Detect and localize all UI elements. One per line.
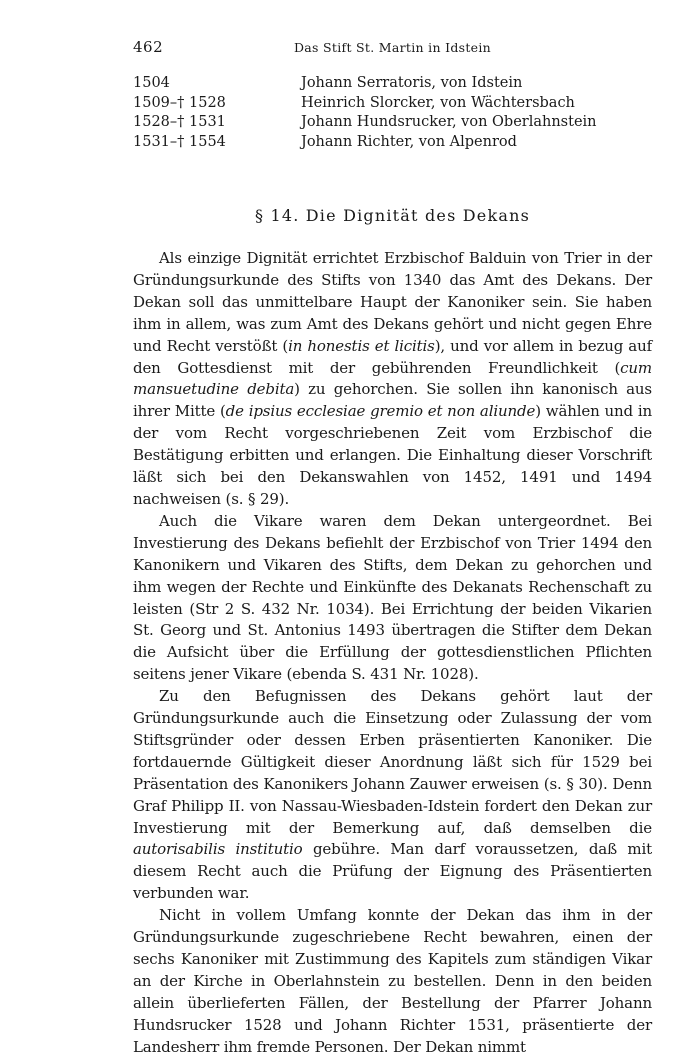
body-text	[133, 248, 652, 1059]
latin-quote: de ipsius ecclesiae gremio et non aliunde	[225, 402, 536, 421]
list-date: 1504	[133, 75, 170, 91]
text-run: Nicht in vollem Umfang konnte der Dekan das ihm in der Gründungsurkunde zugeschriebene Recht bewahren, einen der sechs Kanoniker mit Zustimmung des Kapitels zum ständigen Vikar an der Kirche in Oberlahnstein zu bestellen. Denn in den beiden allein überlieferten Fällen, der Bestellung der Pfarrer Johann Hundsrucker 1528 und Johann Richter 1531, präsentierte der Landesherr ihm fremde Personen. Der Dekan nimmt	[133, 906, 652, 1056]
list-name: Johann Richter, von Alpenrod	[301, 133, 517, 150]
list-date: 1528–† 1531	[133, 114, 226, 130]
paragraph	[133, 248, 652, 511]
text-run: gebühre. Man darf voraussetzen, daß mit diesem Recht auch die Prüfung der Eignung des Präsentierten verbunden war.	[133, 840, 652, 903]
list-name: Johann Serratoris, von Idstein	[301, 75, 523, 91]
text-run: Als einzige Dignität errichtet Erzbischof Balduin von Trier in der Gründungsurkunde des Stifts von 1340 das Amt des Dekans. Der Dekan soll das unmittelbare Haupt der Kanoniker sein. Sie haben ihm in allem, was zum Amt des Dekans gehört und nicht gegen Ehre und Recht verstößt (	[133, 249, 652, 355]
page-header	[133, 38, 652, 58]
latin-quote: in honestis et licitis	[288, 336, 435, 355]
latin-quote: autorisabilis institutio	[133, 840, 303, 859]
text-run: Zu den Befugnissen des Dekans gehört laut der Gründungsurkunde auch die Einsetzung oder Zulassung der vom Stiftsgründer oder dessen Erben präsentierten Kanoniker. Die fortdauernde Gültigkeit dieser Anordnung läßt sich für 1529 bei Präsentation des Kanonikers Johann Zauwer erweisen (s. § 30). Denn Graf Philipp II. von Nassau-Wiesbaden-Idstein fordert den Dekan zur Investierung mit der Bemerkung auf, daß demselben die	[133, 687, 652, 837]
text-run: ) zu gehorchen. Sie sollen ihn kanonisch aus ihrer Mitte (	[133, 380, 652, 421]
list-item	[133, 113, 652, 133]
list-name: Johann Hundsrucker, von Oberlahnstein	[301, 114, 597, 130]
list-name: Heinrich Slorcker, von Wächtersbach	[301, 94, 575, 111]
list-item	[133, 133, 652, 153]
paragraph	[133, 686, 652, 905]
section-heading: § 14. Die Dignität des Dekans	[254, 206, 531, 225]
text-run: ) wählen und in der vom Recht vorgeschriebenen Zeit vom Erzbischof die Bestätigung erbitten und erlangen. Die Einhaltung dieser Vorschrift läßt sich bei den Dekanswahlen von 1452, 1491 und 1494 nachweisen (s. § 29).	[133, 402, 652, 508]
list-item	[133, 74, 652, 94]
text-run: ), und vor allem in bezug auf den Gottesdienst mit der gebührenden Freundlichkeit (	[133, 336, 652, 377]
paragraph	[133, 511, 652, 686]
paragraph	[133, 905, 652, 1058]
latin-quote: cum mansuetudine debita	[133, 358, 652, 399]
provost-list	[133, 74, 652, 152]
list-date: 1509–† 1528	[133, 94, 226, 111]
list-item	[133, 94, 652, 114]
page-number: 462	[133, 38, 164, 56]
text-run: Auch die Vikare waren dem Dekan untergeordnet. Bei Investierung des Dekans befiehlt der Erzbischof von Trier 1494 den Kanonikern und Vikaren des Stifts, dem Dekan zu gehorchen und ihm wegen der Rechte und Einkünfte des Dekanats Rechenschaft zu leisten (Str 2 S. 432 Nr. 1034). Bei Errichtung der beiden Vikarien St. Georg und St. Antonius 1493 übertragen die Stifter dem Dekan die Aufsicht über die Erfüllung der gottesdienstlichen Pflichten seitens jener Vikare (ebenda S. 431 Nr. 1028).	[133, 511, 652, 684]
list-date: 1531–† 1554	[133, 133, 226, 150]
running-title: Das Stift St. Martin in Idstein	[293, 40, 492, 55]
